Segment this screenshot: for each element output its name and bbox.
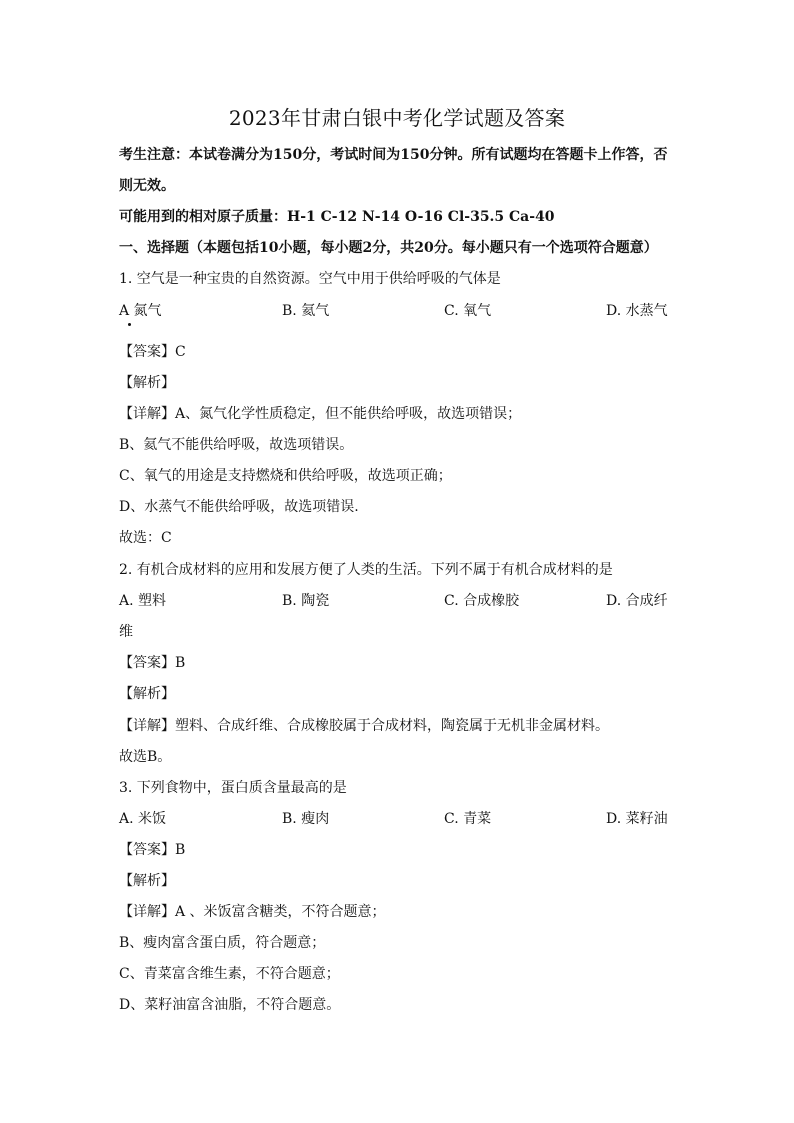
question-3-stem: 3. 下列食物中，蛋白质含量最高的是: [119, 780, 347, 796]
q1-option-a: A 氮气: [119, 303, 162, 319]
q3-option-d: D. 菜籽油: [606, 811, 668, 827]
q3-detail-4: D、菜籽油富含油脂，不符合题意。: [119, 997, 341, 1013]
q1-option-a-dot: [128, 323, 131, 326]
q3-option-a: A. 米饭: [119, 811, 167, 827]
q1-detail-3: C、氧气的用途是支持燃烧和供给呼吸，故选项正确；: [119, 468, 452, 484]
notice-line-2: 则无效。: [119, 178, 175, 194]
q2-conclusion: 故选B。: [119, 749, 172, 765]
q1-answer: 【答案】C: [119, 344, 186, 360]
q3-answer: 【答案】B: [119, 842, 186, 858]
q3-option-c: C. 青菜: [444, 811, 492, 827]
q2-option-d: D. 合成纤: [606, 593, 668, 609]
q1-option-d: D. 水蒸气: [606, 303, 668, 319]
q2-detail-1: 【详解】塑料、合成纤维、合成橡胶属于合成材料，陶瓷属于无机非金属材料。: [119, 718, 609, 734]
q3-detail-1: 【详解】A 、米饭富含糖类，不符合题意；: [119, 904, 386, 920]
q1-conclusion: 故选：C: [119, 530, 172, 546]
q3-option-b: B. 瘦肉: [282, 811, 330, 827]
page-title: 2023年甘肃白银中考化学试题及答案: [228, 106, 566, 130]
q1-option-c: C. 氧气: [444, 303, 492, 319]
q3-detail-3: C、青菜富含维生素，不符合题意；: [119, 966, 340, 982]
question-2-stem: 2. 有机合成材料的应用和发展方便了人类的生活。下列不属于有机合成材料的是: [119, 562, 613, 578]
section-heading: 一、选择题（本题包括10小题，每小题2分，共20分。每小题只有一个选项符合题意）: [119, 240, 658, 256]
q1-analysis-label: 【解析】: [119, 375, 175, 391]
q3-detail-2: B、瘦肉富含蛋白质，符合题意；: [119, 935, 326, 951]
q3-analysis-label: 【解析】: [119, 873, 175, 889]
notice-line-1: 考生注意：本试卷满分为150分，考试时间为150分钟。所有试题均在答题卡上作答，否: [119, 147, 668, 163]
q2-option-b: B. 陶瓷: [282, 593, 330, 609]
q1-detail-4: D、水蒸气不能供给呼吸，故选项错误.: [119, 499, 359, 515]
q2-answer: 【答案】B: [119, 655, 186, 671]
question-1-stem: 1. 空气是一种宝贵的自然资源。空气中用于供给呼吸的气体是: [119, 271, 501, 287]
atomic-mass-line: 可能用到的相对原子质量：H-1 C-12 N-14 O-16 Cl-35.5 Ca-40: [119, 209, 555, 225]
q1-option-b: B. 氦气: [282, 303, 330, 319]
q2-option-wrap: 维: [119, 624, 133, 640]
q1-detail-2: B、氦气不能供给呼吸，故选项错误。: [119, 437, 354, 453]
q2-option-a: A. 塑料: [119, 593, 167, 609]
q2-analysis-label: 【解析】: [119, 686, 175, 702]
q2-option-c: C. 合成橡胶: [444, 593, 520, 609]
q1-detail-1: 【详解】A、氮气化学性质稳定，但不能供给呼吸，故选项错误；: [119, 406, 522, 422]
